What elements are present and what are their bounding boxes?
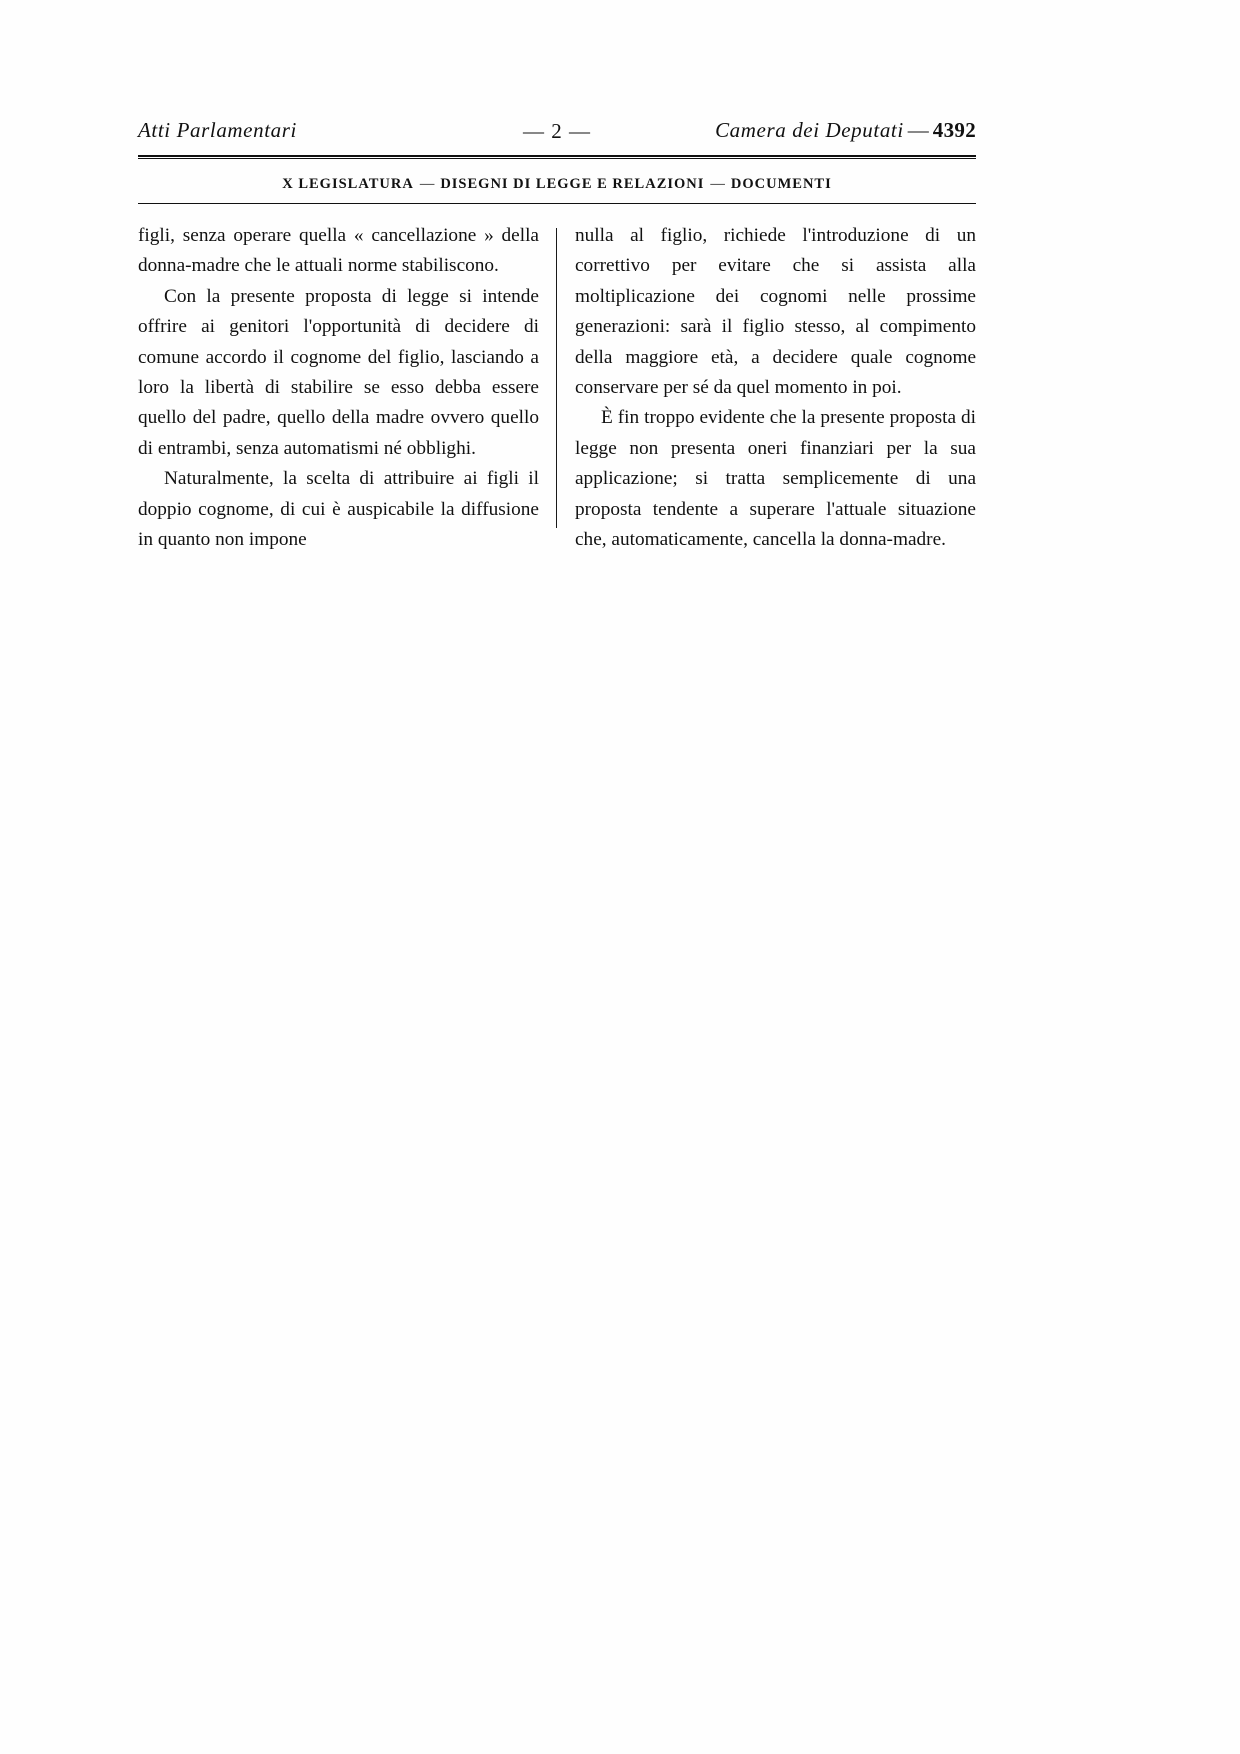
header-publication-title: Atti Parlamentari [138,118,297,142]
banner-kind: DOCUMENTI [730,176,832,192]
column-divider-rule [556,228,557,528]
header-separator-dash: — [907,118,929,142]
left-paragraph-2: Con la presente proposta di legge si intende offrire ai genitori l'opportunità di decidere di comune accordo il cognome del figlio, lasciando a loro la libertà di stabilire se esso debba essere quello del padre, quello della madre ovvero quello di entrambi, senza automatismi né obblighi. [138,285,539,459]
header-chamber-block [715,118,976,143]
header-document-number: 4392 [932,118,976,142]
left-paragraph-1: figli, senza operare quella « cancellazione » della donna-madre che le attuali norme stabiliscono. [138,225,539,277]
banner-separator-1: — [419,176,435,192]
banner-legislature: X LEGISLATURA [282,176,414,192]
left-column [138,221,539,555]
banner-separator-2: — [710,176,725,192]
page-marker-dash-left: — [523,119,545,143]
page-header [138,118,976,152]
banner-bottom-rule [138,203,976,204]
page-number: 2 [551,119,563,143]
right-paragraph-1: nulla al figlio, richiede l'introduzione di un correttivo per evitare che si assista alla moltiplicazione dei cognomi nelle prossime generazioni: sarà il figlio stesso, al compimento della maggiore età, a decidere quale cognome conservare per sé da quel momento in poi. [575,225,976,399]
right-paragraph-2: È fin troppo evidente che la presente proposta di legge non presenta oneri finanziari per la sua applicazione; si tratta semplicemente di una proposta tendente a superare l'attuale situazione che, automaticamente, cancella la donna-madre. [575,407,976,551]
header-double-rule [138,155,976,159]
banner-section: DISEGNI DI LEGGE E RELAZIONI [440,176,705,192]
page-marker-dash-right: — [569,119,591,143]
right-column [575,221,976,555]
legislature-banner [138,176,976,193]
left-paragraph-3: Naturalmente, la scelta di attribuire ai figli il doppio cognome, di cui è auspicabile la diffusione in quanto non impone [138,468,539,551]
header-chamber-name: Camera dei Deputati [715,118,904,142]
